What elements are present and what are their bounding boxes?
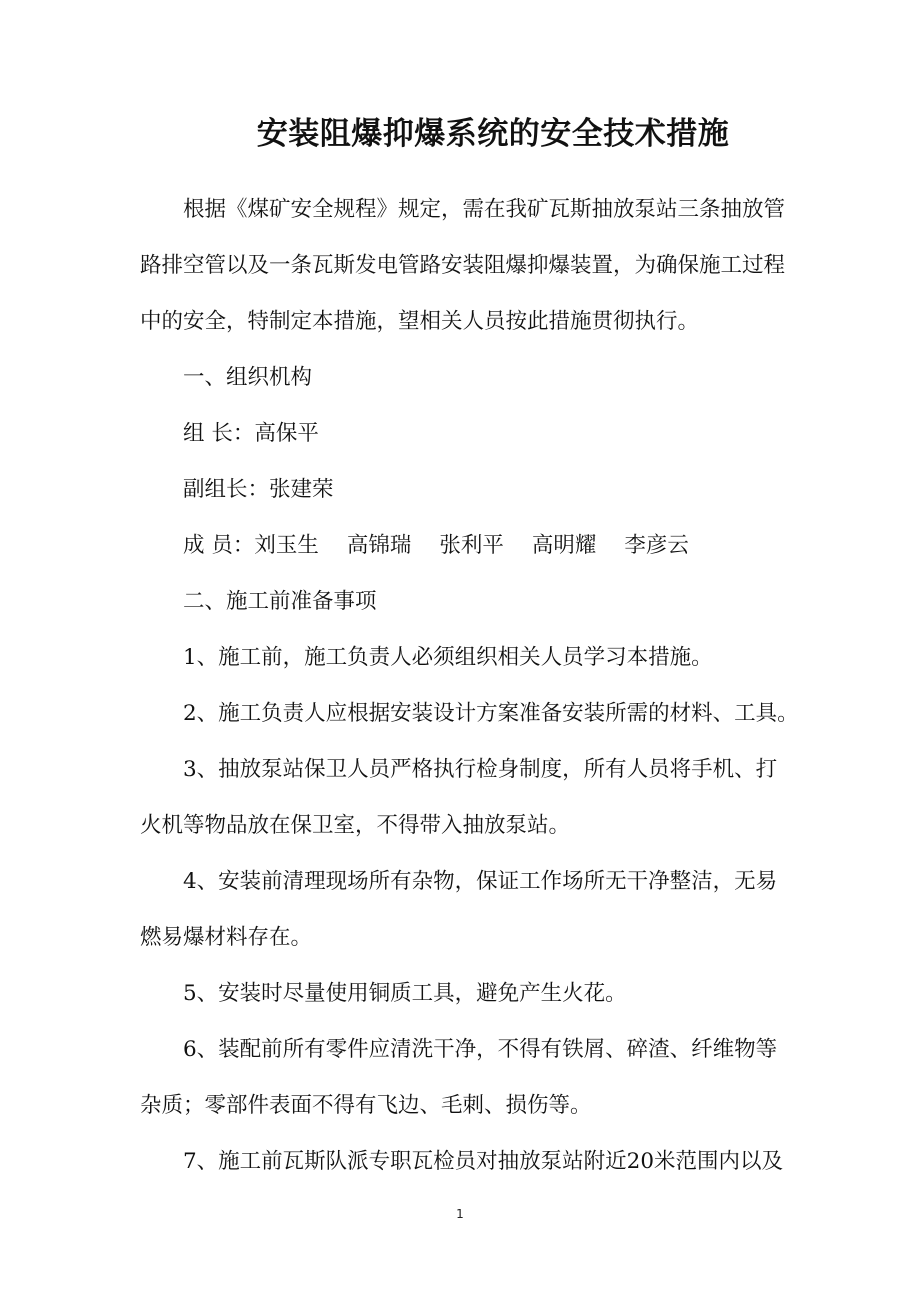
member-name: 高明耀: [531, 533, 597, 558]
member-name: 刘玉生: [254, 533, 319, 558]
item-1-line-1: 1、施工前，施工负责人必须组织相关人员学习本措施。: [183, 645, 713, 670]
item-5-line-1: 5、安装时尽量使用铜质工具，避免产生火花。: [183, 981, 627, 1006]
item-4-line-1: 4、安装前清理现场所有杂物，保证工作场所无干净整洁，无易: [183, 869, 778, 894]
member-name: 张利平: [439, 533, 504, 558]
section-heading-organization: 一、组织机构: [183, 365, 313, 390]
item-7-line-1: 7、施工前瓦斯队派专职瓦检员对抽放泵站附近20米范围内以及: [183, 1149, 784, 1174]
item-6-line-2: 杂质；零部件表面不得有飞边、毛刺、损伤等。: [140, 1093, 592, 1118]
page-number: 1: [456, 1207, 464, 1221]
item-6-line-1: 6、装配前所有零件应清洗干净，不得有铁屑、碎渣、纤维物等: [183, 1037, 778, 1062]
deputy-leader-line: 副组长：张建荣: [183, 477, 334, 502]
item-2-line-1: 2、施工负责人应根据安装设计方案准备安装所需的材料、工具。: [183, 701, 799, 726]
item-3-line-1: 3、抽放泵站保卫人员严格执行检身制度，所有人员将手机、打: [183, 757, 778, 782]
intro-line-2: 路排空管以及一条瓦斯发电管路安装阻爆抑爆装置，为确保施工过程: [140, 253, 786, 278]
member-name: 李彦云: [624, 533, 689, 558]
leader-line: 组 长：高保平: [183, 421, 319, 446]
member-name: 高锦瑞: [346, 533, 412, 558]
intro-line-1: 根据《煤矿安全规程》规定，需在我矿瓦斯抽放泵站三条抽放管: [183, 197, 786, 222]
item-4-line-2: 燃易爆材料存在。: [140, 925, 313, 950]
document-title: 安装阻爆抑爆系统的安全技术措施: [256, 116, 730, 152]
intro-line-3: 中的安全，特制定本措施，望相关人员按此措施贯彻执行。: [140, 309, 700, 334]
members-label: 成 员：: [183, 533, 255, 558]
members-line: [183, 530, 689, 562]
item-3-line-2: 火机等物品放在保卫室，不得带入抽放泵站。: [140, 813, 571, 838]
section-heading-preparation: 二、施工前准备事项: [183, 589, 377, 614]
